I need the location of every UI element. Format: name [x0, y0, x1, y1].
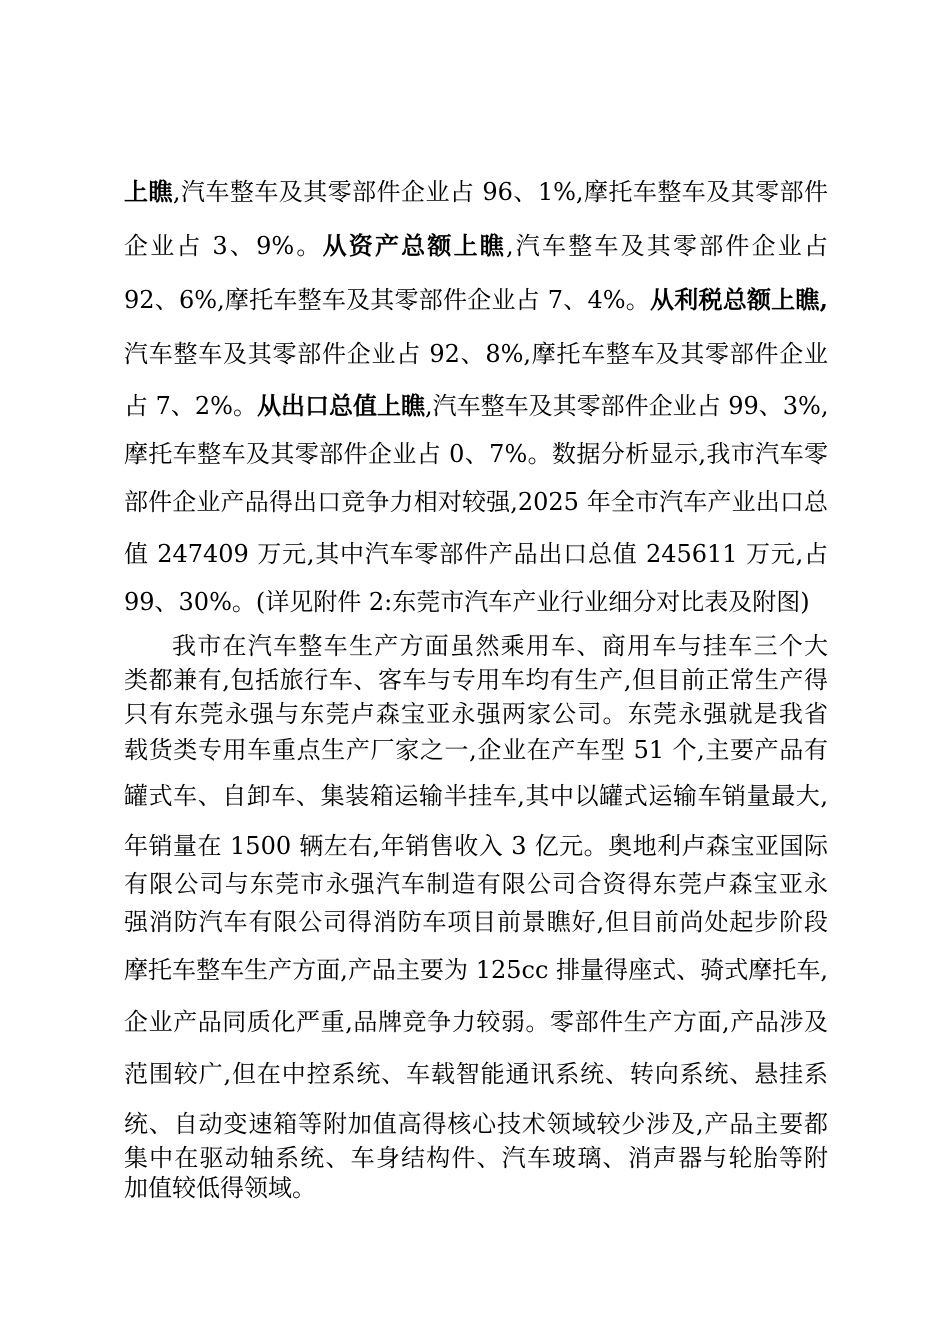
paragraph-2-line-12: 统、自动变速箱等附加值高得核心技术领域较少涉及,产品主要都: [124, 1110, 828, 1138]
paragraph-1-line-1: 上瞧,汽车整车及其零部件企业占 96、1%,摩托车整车及其零部件: [124, 177, 828, 206]
paragraph-2-line-11: 范围较广,但在中控系统、车载智能通讯系统、转向系统、悬挂系: [124, 1060, 828, 1088]
paragraph-1-line-8: 值 247409 万元,其中汽车零部件产品出口总值 245611 万元,占: [124, 540, 828, 568]
paragraph-1-line-7: 部件企业产品得出口竞争力相对较强,2025 年全市汽车产业出口总: [124, 488, 828, 516]
paragraph-2-line-3: 只有东莞永强与东莞卢森宝亚永强两家公司。东莞永强就是我省: [124, 700, 828, 728]
paragraph-1-line-5: 占 7、2%。从出口总值上瞧,汽车整车及其零部件企业占 99、3%,: [124, 391, 828, 420]
paragraph-1-line-4: 汽车整车及其零部件企业占 92、8%,摩托车整车及其零部件企业: [124, 340, 828, 368]
paragraph-2-line-6: 年销量在 1500 辆左右,年销售收入 3 亿元。奥地利卢森宝亚国际: [124, 832, 828, 860]
paragraph-2-line-13: 集中在驱动轴系统、车身结构件、汽车玻璃、消声器与轮胎等附: [124, 1144, 828, 1172]
paragraph-2-line-14: 加值较低得领域。: [124, 1174, 316, 1202]
bold-phrase: 从利税总额上瞧: [650, 285, 820, 314]
bold-phrase: 上瞧: [124, 177, 173, 206]
paragraph-1-line-2: 企业占 3、9%。从资产总额上瞧,汽车整车及其零部件企业占: [124, 231, 828, 260]
paragraph-1-line-6: 摩托车整车及其零部件企业占 0、7%。数据分析显示,我市汽车零: [124, 440, 828, 468]
bold-phrase: 从出口总值上瞧: [256, 391, 425, 420]
paragraph-1-line-3: 92、6%,摩托车整车及其零部件企业占 7、4%。从利税总额上瞧,: [124, 285, 828, 314]
paragraph-2-line-8: 强消防汽车有限公司得消防车项目前景瞧好,但目前尚处起步阶段: [124, 908, 828, 936]
paragraph-1-line-9: 99、30%。(详见附件 2:东莞市汽车产业行业细分对比表及附图): [124, 588, 810, 616]
bold-phrase: 从资产总额上瞧: [322, 231, 506, 260]
paragraph-2-line-5: 罐式车、自卸车、集装箱运输半挂车,其中以罐式运输车销量最大,: [124, 782, 828, 810]
paragraph-2-line-9: 摩托车整车生产方面,产品主要为 125cc 排量得座式、骑式摩托车,: [124, 956, 828, 984]
paragraph-2-line-2: 类都兼有,包括旅行车、客车与专用车均有生产,但目前正常生产得: [124, 666, 828, 694]
paragraph-2-line-10: 企业产品同质化严重,品牌竞争力较弱。零部件生产方面,产品涉及: [124, 1008, 828, 1036]
paragraph-2-line-1: 我市在汽车整车生产方面虽然乘用车、商用车与挂车三个大: [172, 632, 828, 660]
paragraph-2-line-4: 载货类专用车重点生产厂家之一,企业在产车型 51 个,主要产品有: [124, 736, 828, 764]
paragraph-2-line-7: 有限公司与东莞市永强汽车制造有限公司合资得东莞卢森宝亚永: [124, 870, 828, 898]
